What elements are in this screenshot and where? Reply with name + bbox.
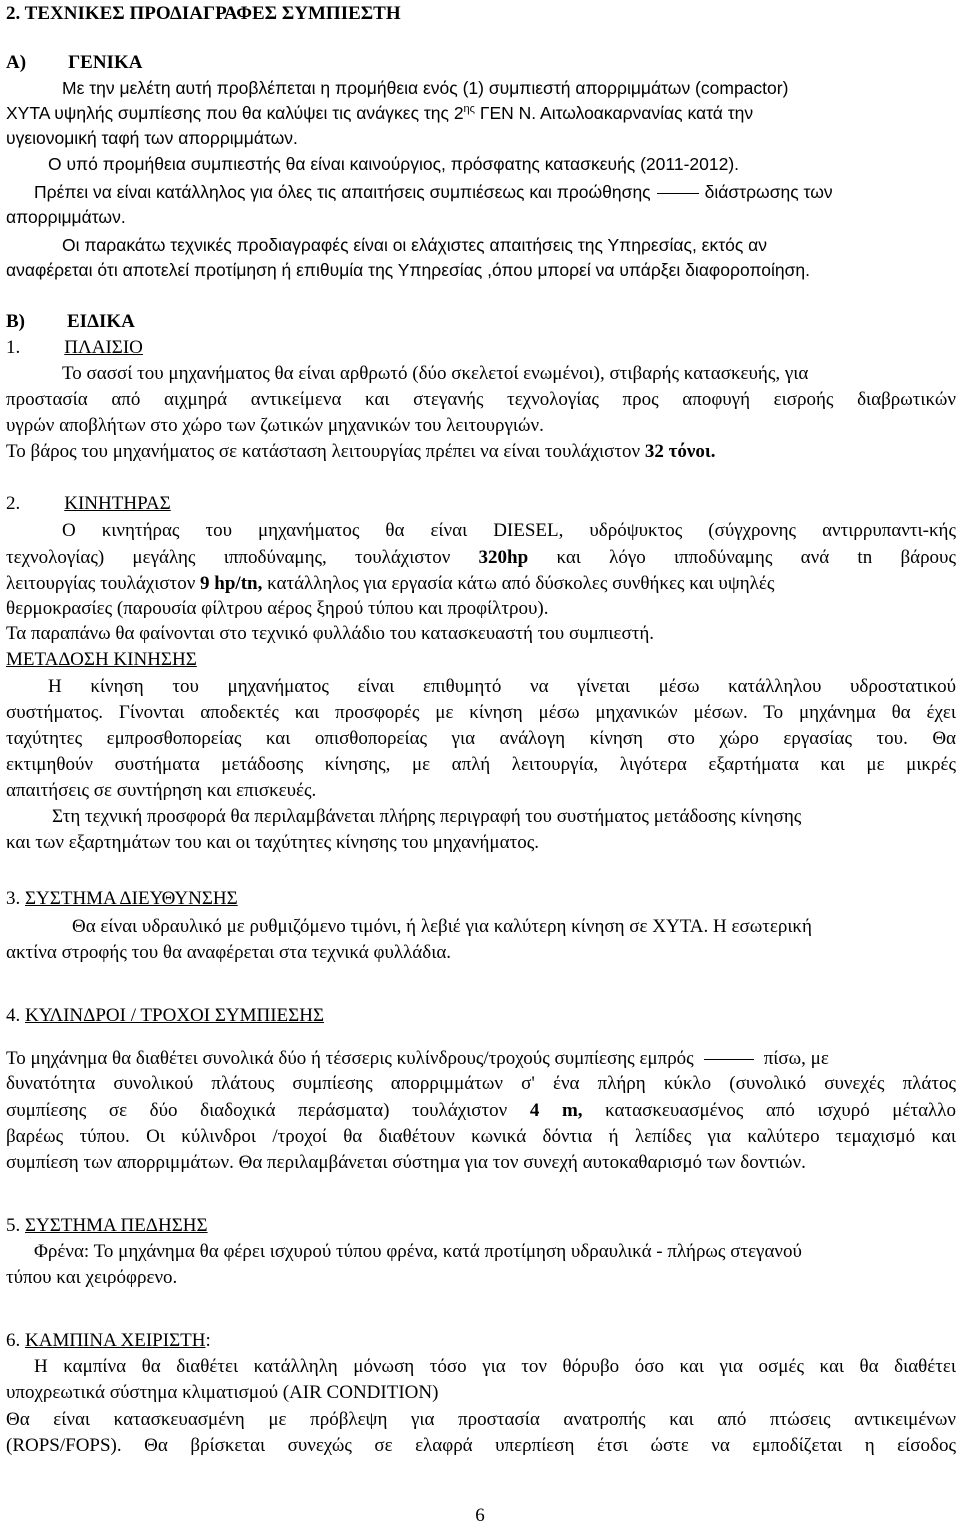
section-a-line xyxy=(6,101,753,125)
section-a-text: διάστρωσης των xyxy=(704,182,833,202)
power-value: 320hp xyxy=(478,547,529,568)
section-a-text: ΧΥΤΑ υψηλής συμπίεσης που θα καλύψει τις ανάγκες της 2 xyxy=(6,103,464,123)
ratio-value: 9 hp/tn, xyxy=(200,573,263,594)
text: Το βάρος του μηχανήματος σε κατάσταση λειτουργίας πρέπει να είναι τουλάχιστον xyxy=(6,441,645,462)
text-line: ακτίνα στροφής του θα αναφέρεται στα τεχνικά φυλλάδια. xyxy=(6,942,452,963)
section-a-text: ΓΕΝ Ν. Αιτωλοακαρνανίας κατά την xyxy=(474,103,754,123)
text-line: Θα είναι κατασκευασμένη με πρόβλεψη για προστασία ανατροπής και από πτώσεις αντικειμένων xyxy=(6,1409,956,1430)
text: κατασκευασμένος από ισχυρό μέταλλο xyxy=(582,1100,956,1121)
text-line: Τα παραπάνω θα φαίνονται στο τεχνικό φυλλάδιο του κατασκευαστή του συμπιεστή. xyxy=(6,623,655,644)
text-line: ταχύτητες εμπροσθοπορείας και οπισθοπορείας για ανάλογη κίνηση στο χώρο εργασίας του. Θα xyxy=(6,728,956,749)
subsection-5-heading xyxy=(6,1214,208,1238)
text-line: τύπου και χειρόφρενο. xyxy=(6,1267,178,1288)
text-line xyxy=(6,1047,829,1071)
text-line: Η καμπίνα θα διαθέτει κατάλληλη μόνωση τόσο για τον θόρυβο όσο και για οσμές και θα διαθέτει xyxy=(34,1356,956,1377)
subsection-title: ΣΥΣΤΗΜΑ ΠΕΔΗΣΗΣ xyxy=(25,1215,208,1236)
text-line: προστασία από αιχμηρά αντικείμενα και στεγανής τεχνολογίας προς αποφυγή εισροής διαβρωτικών xyxy=(6,389,956,410)
width-value: 4 m, xyxy=(529,1100,583,1121)
section-a-letter: Α) xyxy=(6,52,27,73)
text-line: Στη τεχνική προσφορά θα περιλαμβάνεται πλήρης περιγραφή του συστήματος μετάδοσης κίνησης xyxy=(52,806,802,827)
section-a-heading xyxy=(6,51,142,75)
subsection-title: ΚΙΝΗΤΗΡΑΣ xyxy=(64,493,171,514)
subsection-title: ΠΛΑΙΣΙΟ xyxy=(64,337,143,358)
dash xyxy=(704,1059,754,1060)
section-b-heading xyxy=(6,310,135,334)
subsection-4-heading xyxy=(6,1004,324,1028)
section-a-title: ΓΕΝΙΚΑ xyxy=(68,52,143,73)
subsection-1-heading xyxy=(6,336,143,360)
section-a-line: Με την μελέτη αυτή προβλέπεται η προμήθεια ενός (1) συμπιεστή απορριμμάτων (compactor) xyxy=(62,78,789,98)
text-line: απαιτήσεις σε συντήρηση και επισκευές. xyxy=(6,780,317,801)
text-line: υποχρεωτικά σύστημα κλιματισμού (AIR CONDITION) xyxy=(6,1382,439,1403)
text-line: δυνατότητα συνολικού πλάτους συμπίεσης απορριμμάτων σ' ένα πλήρη κύκλο (συνολικό συνεχές πλάτος xyxy=(6,1073,956,1094)
text-line xyxy=(6,546,956,570)
page-title: 2. ΤΕΧΝΙΚΕΣ ΠΡΟΔΙΑΓΡΑΦΕΣ ΣΥΜΠΙΕΣΤΗ xyxy=(6,3,401,24)
text-line: συμπίεση των απορριμμάτων. Θα περιλαμβάνεται σύστημα για τον συνεχή αυτοκαθαρισμό των δοντιών. xyxy=(6,1152,806,1173)
text: συμπίεσης σε δύο διαδοχικά περάσματα) τουλάχιστον xyxy=(6,1100,530,1121)
subsection-6-heading xyxy=(6,1329,211,1353)
section-b-title: ΕΙΔΙΚΑ xyxy=(67,311,135,332)
text: Το μηχάνημα θα διαθέτει συνολικά δύο ή τέσσερις κυλίνδρους/τροχούς συμπίεσης εμπρός xyxy=(6,1048,694,1069)
section-a-text: Πρέπει να είναι κατάλληλος για όλες τις απαιτήσεις συμπιέσεως και προώθησης xyxy=(34,182,651,202)
weight-value: 32 τόνοι. xyxy=(644,441,716,462)
subsection-title: ΚΑΜΠΙΝΑ ΧΕΙΡΙΣΤΗ xyxy=(25,1330,206,1351)
subsection-title: ΚΥΛΙΝΔΡΟΙ / ΤΡΟΧΟΙ ΣΥΜΠΙΕΣΗΣ xyxy=(25,1005,324,1026)
text: τεχνολογίας) μεγάλης ιπποδύναμης, τουλάχιστον xyxy=(6,547,479,568)
text-line: Φρένα: Το μηχάνημα θα φέρει ισχυρού τύπου φρένα, κατά προτίμηση υδραυλικά - πλήρως στεγανού xyxy=(34,1241,802,1262)
text-line: θερμοκρασίες (παρουσία φίλτρου αέρος ξηρού τύπου και προφίλτρου). xyxy=(6,598,549,619)
text: κατάλληλος για εργασία κάτω από δύσκολες συνθήκες και υψηλές xyxy=(262,573,775,594)
section-a-line: αναφέρεται ότι αποτελεί προτίμηση ή επιθυμία της Υπηρεσίας ,όπου μπορεί να υπάρξει διαφοροποίηση. xyxy=(6,260,811,280)
subsection-title: ΣΥΣΤΗΜΑ ΔΙΕΥΘΥΝΣΗΣ xyxy=(25,888,238,909)
section-a-line: υγειονομική ταφή των απορριμμάτων. xyxy=(6,128,298,148)
subsection-number: 4. xyxy=(6,1005,21,1026)
text-line: Ο κινητήρας του μηχανήματος θα είναι DIESEL, υδρόψυκτος (σύγχρονης αντιρρυπαντι-κής xyxy=(62,520,956,541)
section-a-line xyxy=(34,180,833,204)
text-line xyxy=(6,440,716,464)
superscript: ης xyxy=(463,103,475,116)
colon: : xyxy=(205,1330,211,1351)
subsection-3-heading xyxy=(6,887,238,911)
section-a-line: Ο υπό προμήθεια συμπιεστής θα είναι καινούργιος, πρόσφατης κατασκευής (2011-2012). xyxy=(48,154,740,174)
text-line: βαρέως τύπου. Οι κύλινδροι /τροχοί θα διαθέτουν κωνικά δόντια ή λεπίδες για καλύτερο τεμαχισμό και xyxy=(6,1126,956,1147)
subsection-number: 2. xyxy=(6,493,21,514)
text: πίσω, με xyxy=(763,1048,829,1069)
section-a-line: Οι παρακάτω τεχνικές προδιαγραφές είναι οι ελάχιστες απαιτήσεις της Υπηρεσίας, εκτός αν xyxy=(62,235,768,255)
subsection-2-heading xyxy=(6,492,171,516)
text-line xyxy=(6,572,774,596)
text-line: και των εξαρτημάτων του και οι ταχύτητες κίνησης του μηχανήματος. xyxy=(6,832,539,853)
subsection-number: 6. xyxy=(6,1330,21,1351)
text-line xyxy=(6,1099,956,1123)
subheading-transmission: ΜΕΤΑΔΟΣΗ ΚΙΝΗΣΗΣ xyxy=(6,649,197,670)
text-line: (ROPS/FOPS). Θα βρίσκεται συνεχώς σε ελαφρά υπερπίεση έτσι ώστε να εμποδίζεται η είσοδος xyxy=(6,1435,956,1456)
subsection-number: 5. xyxy=(6,1215,21,1236)
text: λειτουργίας τουλάχιστον xyxy=(6,573,201,594)
subsection-number: 3. xyxy=(6,888,21,909)
text-line: υγρών αποβλήτων στο χώρο των ζωτικών μηχανικών του λειτουργιών. xyxy=(6,415,544,436)
dash xyxy=(657,193,699,194)
text: και λόγο ιπποδύναμης ανά tn βάρους xyxy=(528,547,956,568)
text-line: Το σασσί του μηχανήματος θα είναι αρθρωτό (δύο σκελετοί ενωμένοι), στιβαρής κατασκευής, για xyxy=(62,363,809,384)
text-line: Θα είναι υδραυλικό με ρυθμιζόμενο τιμόνι, ή λεβιέ για καλύτερη κίνηση σε ΧΥΤΑ. Η εσωτερική xyxy=(72,916,812,937)
section-b-letter: Β) xyxy=(6,311,25,332)
text-line: εκτιμηθούν συστήματα μετάδοσης κίνησης, με απλή λειτουργία, λιγότερα εξαρτήματα και με μικρές xyxy=(6,754,956,775)
text-line: συστήματος. Γίνονται αποδεκτές και προσφορές με κίνηση μέσω μηχανικών μέσων. Το μηχάνημα θα έχει xyxy=(6,702,956,723)
section-a-line: απορριμμάτων. xyxy=(6,207,126,227)
text-line: Η κίνηση του μηχανήματος είναι επιθυμητό να γίνεται μέσω κατάλληλου υδροστατικού xyxy=(48,676,956,697)
page-number: 6 xyxy=(475,1505,485,1526)
subsection-number: 1. xyxy=(6,337,21,358)
